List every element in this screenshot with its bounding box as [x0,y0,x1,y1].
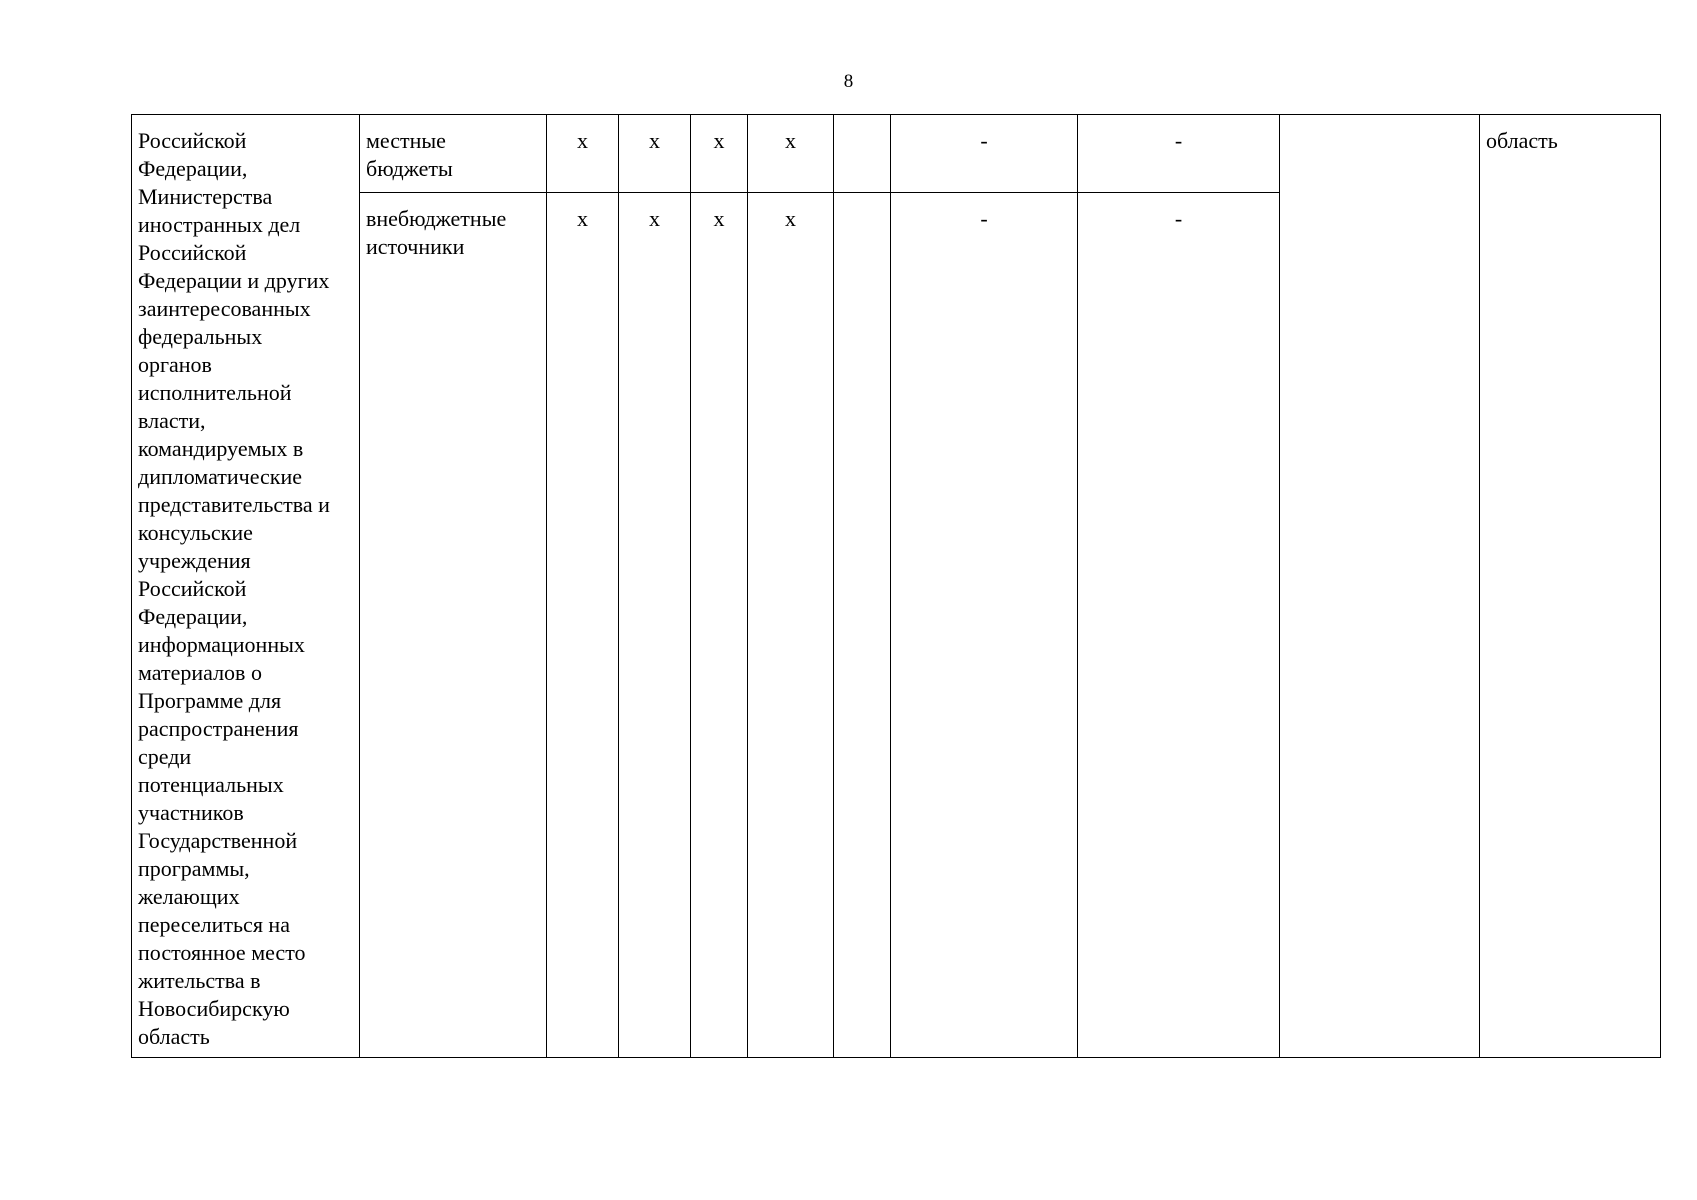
page-number: 8 [843,71,854,92]
executor-cell [1280,115,1480,1058]
value-cell [834,193,891,1058]
value-cell [834,115,891,193]
value-cell: - [891,193,1078,1058]
funding-source-cell: местные бюджеты [360,115,547,193]
value-cell: х [748,193,834,1058]
table-row [132,115,1661,193]
description-cell: Российской Федерации, Министерства иностранных дел Российской Федерации и других заинтересованных федеральных органов исполнительной власти, командируемых в дипломатические представительства и консульские учреждения Российской Федерации, информационных материалов о Программе для распространения среди потенциальных участников Государственной программы, желающих переселиться на постоянное место жительства в Новосибирскую область [132,115,360,1058]
value-cell: х [691,115,748,193]
value-cell: - [891,115,1078,193]
value-cell: - [1078,115,1280,193]
value-cell: х [547,193,619,1058]
value-cell: х [547,115,619,193]
value-cell: х [619,115,691,193]
value-cell: х [691,193,748,1058]
value-cell: х [748,115,834,193]
value-cell: х [619,193,691,1058]
value-cell: - [1078,193,1280,1058]
program-table [131,114,1661,1058]
region-cell: область [1480,115,1661,1058]
funding-source-cell: внебюджетные источники [360,193,547,1058]
